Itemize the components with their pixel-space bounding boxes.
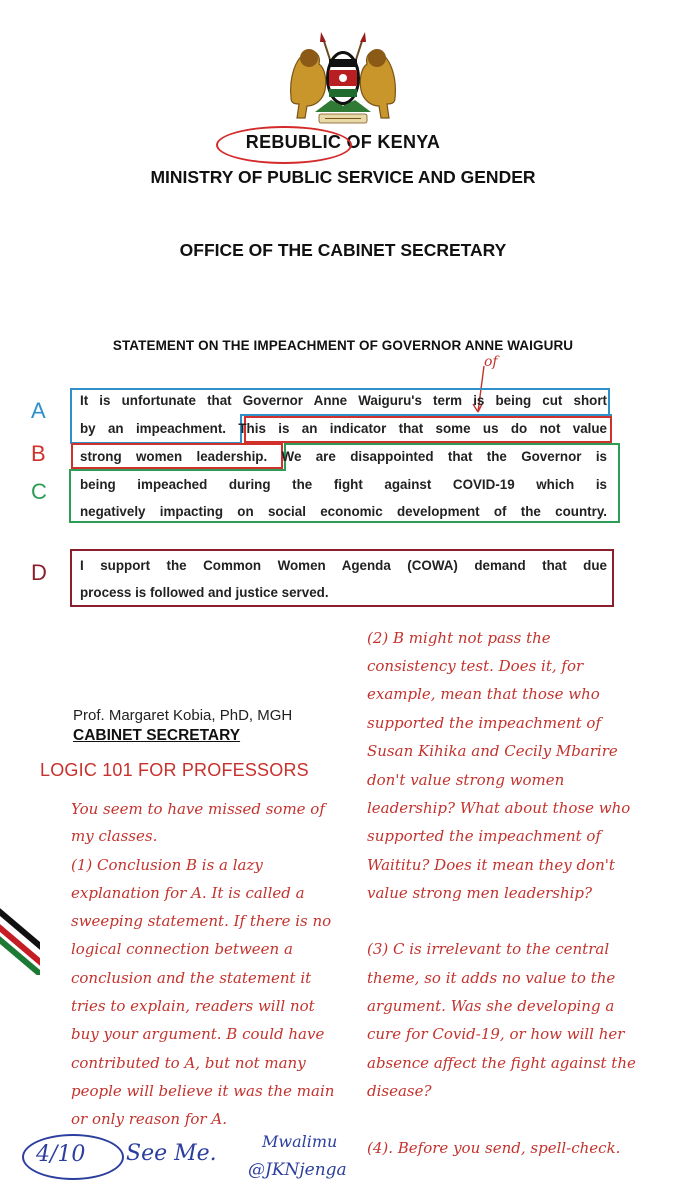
signatory-title: CABINET SECRETARY	[73, 727, 241, 744]
box-a-right	[608, 388, 610, 416]
label-a: A	[31, 398, 46, 423]
statement-line-1: It is unfortunate that Governor Anne Waiguru's term is being cut short	[80, 393, 607, 408]
critique-right-line: leadership? What about those who	[367, 799, 631, 817]
critique-right-line: argument. Was she developing a	[367, 997, 615, 1015]
critique-left-line: tries to explain, readers will not	[71, 997, 315, 1015]
critique-right-line: absence affect the fight against the	[367, 1054, 636, 1072]
label-b: B	[31, 441, 46, 466]
label-d: D	[31, 560, 47, 585]
critique-right-line: theme, so it adds no value to the	[367, 969, 616, 987]
critique-left-line: my classes.	[71, 827, 158, 845]
score: 4/10	[36, 1142, 86, 1167]
statement-d-line-1: I support the Common Women Agenda (COWA) demand that due	[80, 558, 607, 573]
statement-line-5: negatively impacting on social economic development of the country.	[80, 504, 607, 519]
critique-right-line: value strong men leadership?	[367, 884, 593, 902]
header-republic: REBUBLIC OF KENYA	[245, 132, 441, 152]
critique-right-line: consistency test. Does it, for	[367, 657, 584, 675]
statement-d-line-2: process is followed and justice served.	[80, 585, 329, 600]
insert-of-annotation: of	[484, 354, 498, 370]
critique-left-line: You seem to have missed some of	[71, 800, 325, 818]
critique-left-line: conclusion and the statement it	[71, 969, 312, 987]
critique-right-line: Waititu? Does it mean they don't	[367, 856, 615, 874]
label-c: C	[31, 479, 47, 504]
kenya-flag-stripes-icon	[0, 905, 40, 975]
critique-right-line: example, mean that those who	[367, 685, 600, 703]
critique-left-line: contributed to A, but not many	[71, 1054, 306, 1072]
author-name: Mwalimu	[262, 1132, 338, 1151]
critique-right-line: supported the impeachment of	[367, 714, 602, 732]
critique-right-line: don't value strong women	[367, 771, 565, 789]
statement-title: STATEMENT ON THE IMPEACHMENT OF GOVERNOR ANNE WAIGURU	[112, 338, 574, 353]
critique-right-line: supported the impeachment of	[367, 827, 602, 845]
critique-left-line: logical connection between a	[71, 940, 293, 958]
critique-left-line: sweeping statement. If there is no	[71, 912, 332, 930]
critique-left-line: people will believe it was the main	[71, 1082, 335, 1100]
critique-right-line: Susan Kihika and Cecily Mbarire	[367, 742, 618, 760]
box-c-edge	[69, 469, 286, 471]
critique-left-line: or only reason for A.	[71, 1110, 227, 1128]
statement-line-2: by an impeachment. This is an indicator that some us do not value	[80, 421, 607, 436]
critique-left-line: (1) Conclusion B is a lazy	[71, 856, 263, 874]
correction-circle	[216, 126, 352, 164]
author-handle: @JKNjenga	[248, 1160, 347, 1180]
header-ministry: MINISTRY OF PUBLIC SERVICE AND GENDER	[150, 167, 536, 187]
critique-note-4: (4). Before you send, spell-check.	[367, 1139, 621, 1157]
see-me-note: See Me.	[126, 1141, 217, 1166]
critique-left-line: explanation for A. It is called a	[71, 884, 305, 902]
header-office: OFFICE OF THE CABINET SECRETARY	[179, 240, 507, 260]
signatory-name: Prof. Margaret Kobia, PhD, MGH	[73, 707, 293, 724]
critique-right-line: disease?	[367, 1082, 432, 1100]
critique-heading: LOGIC 101 FOR PROFESSORS	[40, 760, 309, 780]
critique-right-line: (3) C is irrelevant to the central	[367, 940, 610, 958]
statement-line-4: being impeached during the fight against COVID-19 which is	[80, 477, 607, 492]
critique-right-line: cure for Covid-19, or how will her	[367, 1025, 625, 1043]
critique-left-line: buy your argument. B could have	[71, 1025, 325, 1043]
kenya-coat-of-arms-icon	[285, 28, 401, 128]
critique-right-line: (2) B might not pass the	[367, 629, 551, 647]
statement-line-3: strong women leadership. We are disappointed that the Governor is	[80, 449, 607, 464]
